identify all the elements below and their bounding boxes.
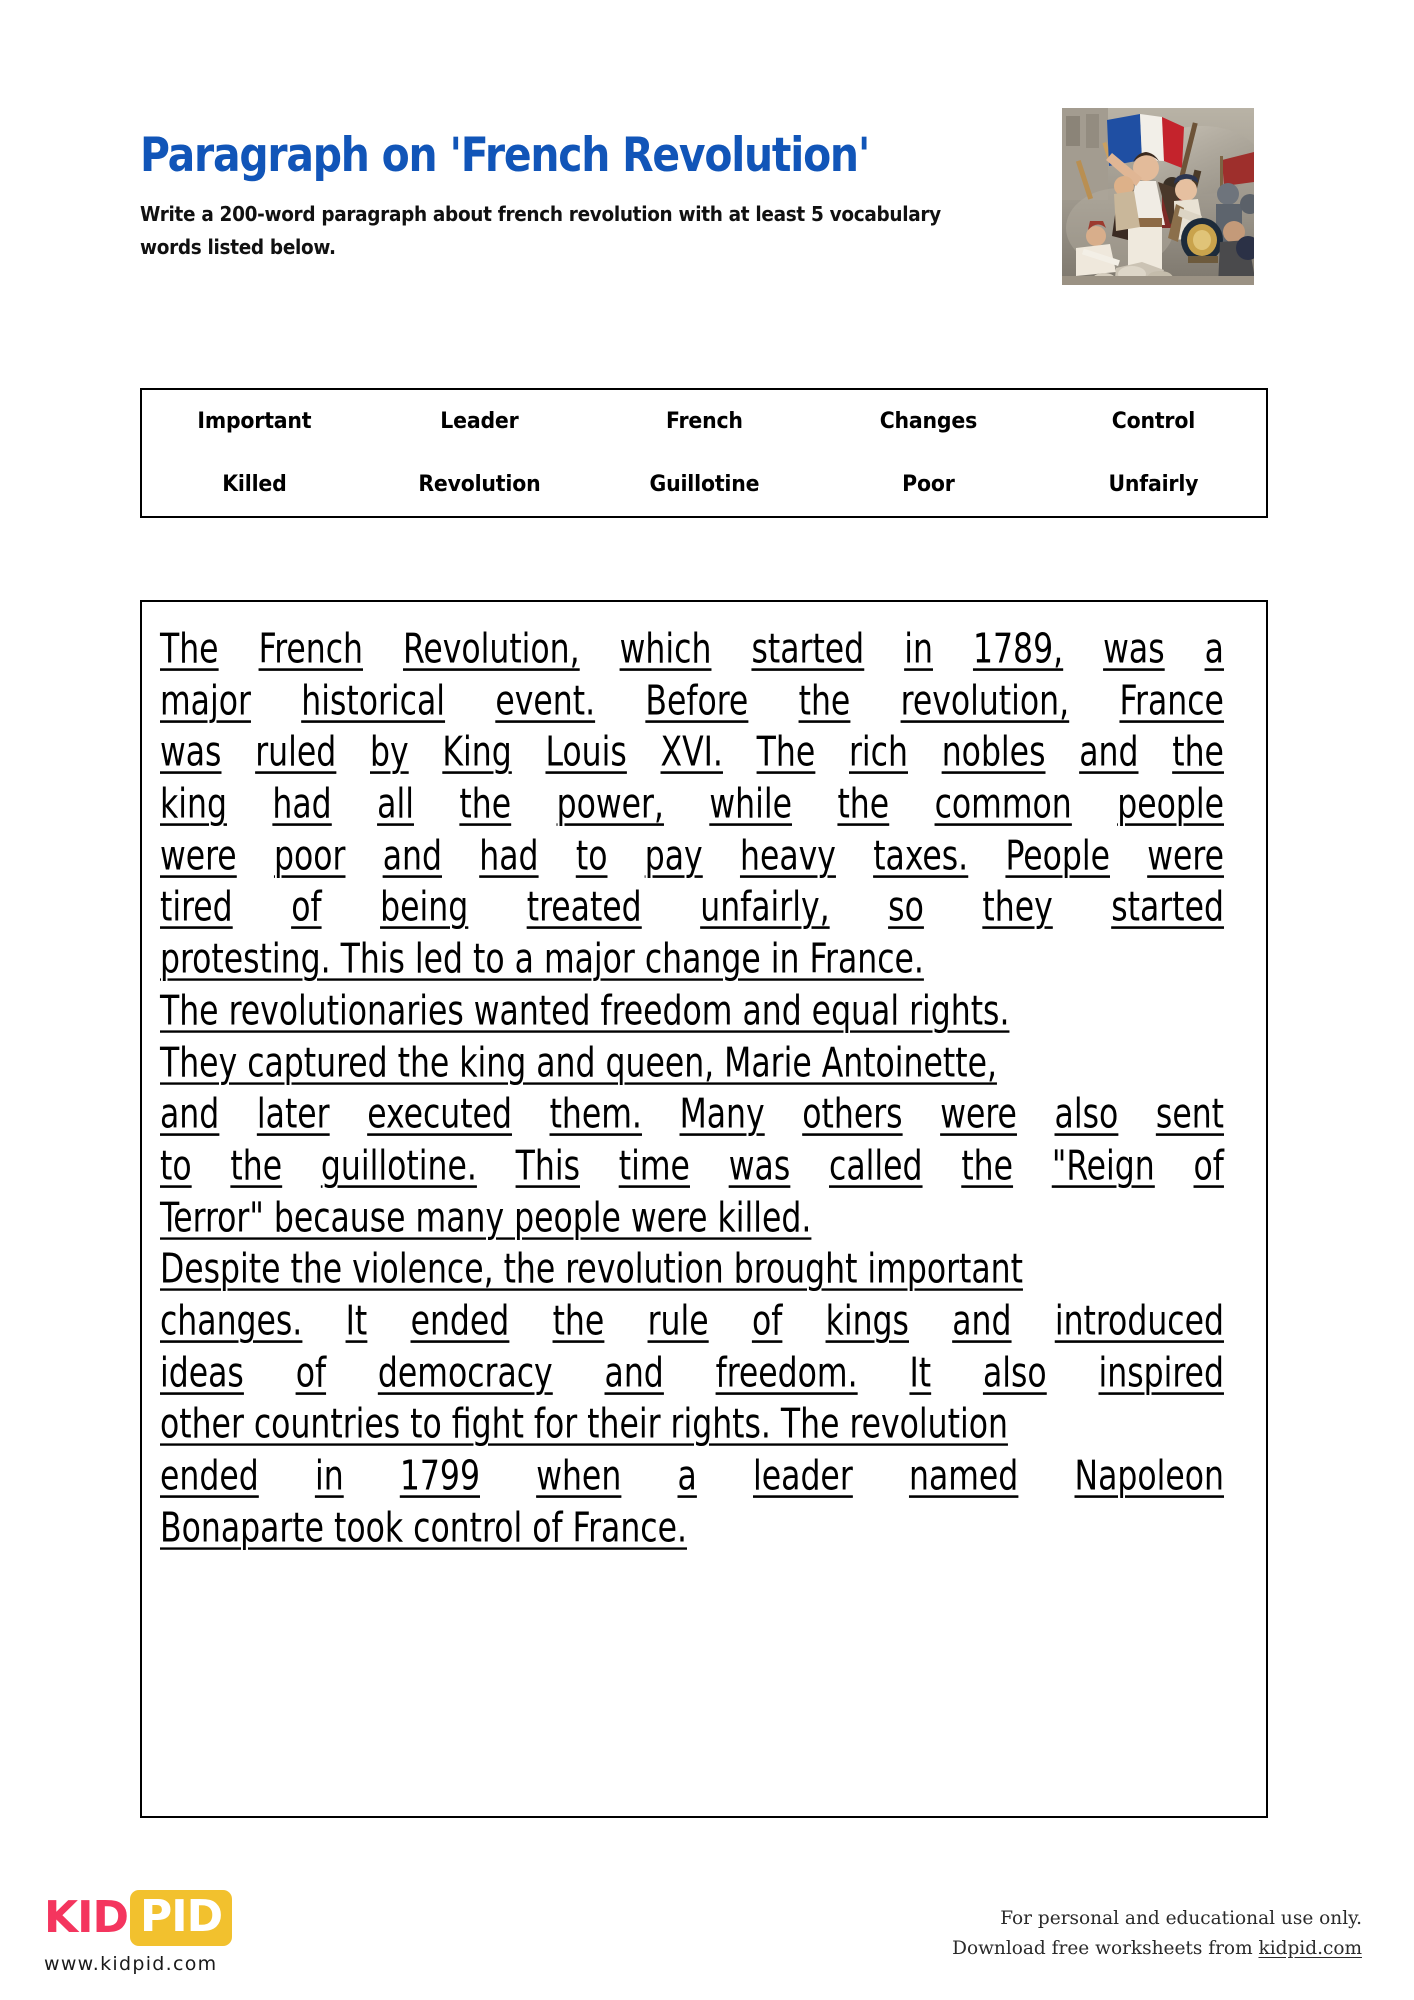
vocabulary-word: Important [197, 409, 312, 434]
answer-word: of [295, 1349, 327, 1397]
vocabulary-word: Leader [440, 409, 519, 434]
answer-word: kings [825, 1297, 909, 1346]
answer-word: the [837, 780, 890, 829]
vocabulary-box [140, 388, 1268, 518]
footer-note-line2 [952, 1934, 1362, 1964]
answer-word: unfairly, [700, 884, 830, 932]
answer-word: sent [1155, 1091, 1224, 1139]
answer-word: King [442, 729, 512, 777]
answer-word: and [1079, 729, 1139, 777]
answer-word: the [230, 1142, 283, 1190]
answer-word: and [604, 1349, 664, 1397]
vocabulary-word: Revolution [418, 472, 541, 497]
painting-artwork [1062, 108, 1254, 285]
answer-word: French [258, 625, 363, 674]
answer-word: others [802, 1091, 903, 1139]
answer-word: Napoleon [1074, 1452, 1224, 1501]
answer-word: the [961, 1142, 1014, 1190]
answer-word: major [160, 677, 251, 725]
answer-word: executed [367, 1091, 512, 1139]
kidpid-logo [44, 1890, 384, 1982]
answer-word: Revolution, [403, 625, 580, 674]
answer-line: Despite the violence, the revolution brought important [160, 1246, 1023, 1294]
answer-word: 1799 [399, 1452, 480, 1501]
footer-note-line1: For personal and educational use only. [1000, 1908, 1362, 1929]
answer-word: democracy [377, 1349, 553, 1397]
vocabulary-word: Control [1111, 409, 1196, 434]
answer-word: Before [645, 677, 749, 725]
answer-word: inspired [1098, 1349, 1224, 1397]
answer-word: pay [644, 832, 703, 880]
vocabulary-word: French [665, 409, 743, 434]
answer-word: event. [495, 677, 596, 725]
answer-word: and [382, 832, 442, 880]
answer-word: while [709, 780, 792, 829]
title-block [140, 128, 1040, 264]
answer-word: historical [301, 677, 446, 725]
vocabulary-word: Guillotine [649, 472, 759, 497]
answer-word: guillotine. [320, 1142, 477, 1190]
answer-word: ideas [160, 1349, 244, 1397]
answer-word: so [888, 884, 924, 932]
answer-word: when [536, 1452, 622, 1501]
answer-word: they [982, 884, 1053, 932]
answer-line: Bonaparte took control of France. [160, 1504, 687, 1552]
vocabulary-word: Poor [902, 472, 956, 497]
answer-word: ended [160, 1452, 259, 1501]
answer-word: of [1193, 1142, 1224, 1190]
answer-word: revolution, [900, 677, 1070, 725]
answer-word: all [377, 780, 414, 829]
answer-word: poor [273, 832, 346, 880]
logo-wordmark [44, 1890, 384, 1946]
answer-word: people [1117, 780, 1224, 829]
answer-word: common [934, 780, 1072, 829]
answer-word: leader [753, 1452, 853, 1501]
vocabulary-word: Unfairly [1108, 472, 1199, 497]
answer-word: changes. [160, 1297, 303, 1346]
answer-word: to [575, 832, 608, 880]
answer-word: being [380, 884, 469, 932]
answer-word: also [1054, 1091, 1119, 1139]
answer-word: the [1172, 729, 1224, 777]
answer-word: tired [160, 884, 233, 932]
page-title: Paragraph on 'French Revolution' [140, 128, 870, 183]
instruction-text: Write a 200-word paragraph about french revolution with at least 5 vocabulary words listed below. [140, 202, 941, 259]
logo-kid-text: KID [44, 1892, 128, 1943]
vocabulary-row [142, 390, 1266, 453]
answer-word: and [952, 1297, 1012, 1346]
answer-word: were [1147, 832, 1224, 880]
answer-box[interactable] [140, 600, 1268, 1818]
answer-word: the [798, 677, 851, 725]
answer-word: also [982, 1349, 1047, 1397]
answer-word: by [370, 729, 409, 777]
answer-word: The [160, 625, 219, 674]
answer-line: Terror" because many people were killed. [160, 1194, 812, 1242]
answer-word: It [909, 1349, 932, 1397]
answer-word: ruled [255, 729, 337, 777]
footer-note [952, 1904, 1362, 1964]
answer-word: taxes. [873, 832, 969, 880]
answer-word: which [619, 625, 712, 674]
answer-word: was [160, 729, 222, 777]
answer-word: the [459, 780, 512, 829]
answer-word: had [479, 832, 539, 880]
answer-line: They captured the king and queen, Marie Antoinette, [160, 1039, 997, 1087]
answer-word: People [1005, 832, 1110, 880]
answer-word: ended [410, 1297, 510, 1346]
answer-word: was [728, 1142, 791, 1190]
answer-text [160, 620, 1244, 1550]
answer-word: a [1204, 625, 1224, 674]
answer-word: king [160, 780, 227, 829]
answer-word: heavy [739, 832, 836, 880]
answer-word: "Reign [1051, 1142, 1155, 1190]
kidpid-link[interactable]: kidpid.com [1258, 1938, 1362, 1959]
answer-word: introduced [1054, 1297, 1224, 1346]
answer-word: later [256, 1091, 330, 1139]
answer-word: were [940, 1091, 1017, 1139]
answer-word: started [1111, 884, 1224, 932]
answer-word: of [291, 884, 322, 932]
answer-word: called [829, 1142, 923, 1190]
answer-word: started [751, 625, 865, 674]
answer-word: Many [679, 1091, 765, 1139]
answer-word: time [618, 1142, 690, 1190]
answer-word: This [515, 1142, 580, 1190]
answer-word: them. [549, 1091, 642, 1139]
vocabulary-word: Killed [222, 472, 287, 497]
answer-word: The [756, 729, 816, 777]
answer-word: XVI. [660, 729, 723, 777]
logo-pid-text: PID [130, 1890, 232, 1946]
answer-line: other countries to fight for their rights. The revolution [160, 1401, 1008, 1449]
answer-word: in [314, 1452, 344, 1501]
answer-word: were [160, 832, 237, 880]
answer-word: to [160, 1142, 192, 1190]
footer-note-prefix: Download free worksheets from [952, 1938, 1259, 1959]
vocabulary-word: Changes [880, 409, 978, 434]
answer-word: a [677, 1452, 697, 1501]
answer-word: treated [526, 884, 642, 932]
vocabulary-row [142, 453, 1266, 516]
answer-word: freedom. [715, 1349, 858, 1397]
answer-word: 1789, [972, 625, 1064, 674]
answer-word: named [908, 1452, 1019, 1501]
answer-word: and [160, 1091, 220, 1139]
answer-word: in [904, 625, 933, 674]
answer-word: had [272, 780, 332, 829]
answer-line: protesting. This led to a major change in France. [160, 936, 924, 984]
answer-word: the [552, 1297, 605, 1346]
answer-word: of [751, 1297, 783, 1346]
answer-word: nobles [941, 729, 1046, 777]
answer-line: The revolutionaries wanted freedom and equal rights. [160, 987, 1010, 1035]
answer-word: France [1119, 677, 1224, 725]
french-revolution-painting [1062, 108, 1254, 285]
answer-word: power, [556, 780, 664, 829]
answer-word: was [1103, 625, 1165, 674]
answer-word: It [345, 1297, 368, 1346]
logo-url: www.kidpid.com [44, 1953, 218, 1975]
answer-word: rule [647, 1297, 709, 1346]
answer-word: Louis [545, 729, 627, 777]
answer-word: rich [849, 729, 908, 777]
